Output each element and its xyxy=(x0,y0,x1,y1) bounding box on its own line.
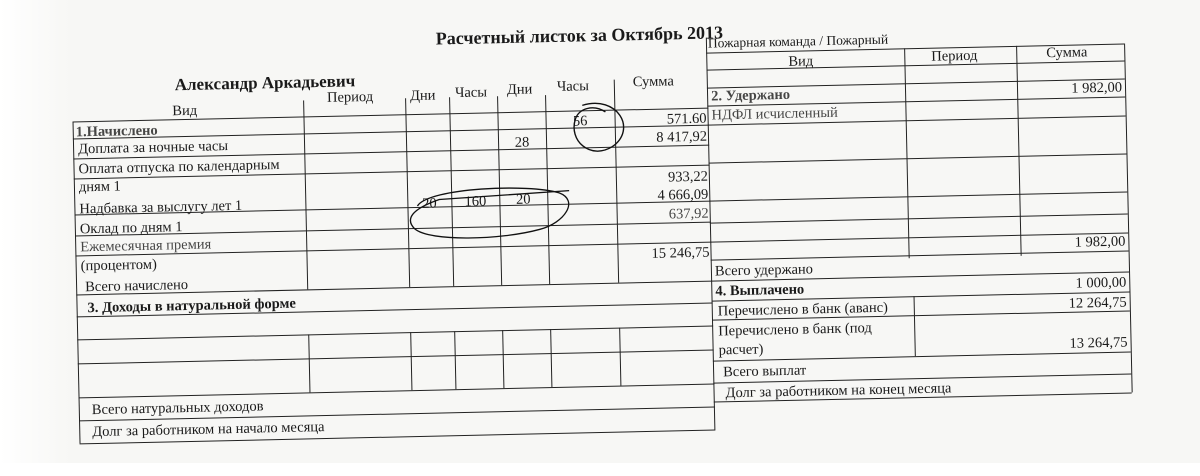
payment-row-label: Перечислено в банк (аванс) xyxy=(717,299,889,320)
section-paid-title: 4. Выплачено xyxy=(715,281,805,300)
section-deducted-title: 2. Удержано xyxy=(710,86,791,105)
total-deducted-value: 1 982,00 xyxy=(1074,233,1126,251)
employee-position: Пожарная команда / Пожарный xyxy=(707,31,889,51)
accrual-row-label-cont: дням 1 xyxy=(78,178,121,196)
payslip-title: Расчетный листок за Октябрь 2013 xyxy=(435,22,724,49)
accrual-days-value: 28 xyxy=(514,134,530,151)
col-header-days: Дни xyxy=(506,81,533,98)
accrual-sum-value: 4 666,09 xyxy=(657,186,709,204)
accrual-hours-value: 56 xyxy=(572,113,588,130)
accrual-row-label: Надбавка за выслугу лет 1 xyxy=(79,197,243,218)
total-deducted-label: Всего удержано xyxy=(714,261,814,280)
accrual-hours-value: 160 xyxy=(464,193,487,210)
deduction-sum-value: 1 982,00 xyxy=(1071,79,1123,97)
col-header-period: Период xyxy=(931,47,978,65)
col-header-vid: Вид xyxy=(172,102,198,120)
total-paid-label: Всего выплат xyxy=(722,362,807,381)
accrual-row-label: Оплата отпуска по календарным xyxy=(78,156,280,178)
accrual-sum-value: 637,92 xyxy=(668,205,709,223)
payment-sum-value: 1 000,00 xyxy=(1075,274,1127,292)
col-header-period: Период xyxy=(326,88,374,106)
pen-circle-hours xyxy=(574,103,625,152)
accrual-row-label: Оклад по дням 1 xyxy=(79,219,183,238)
total-natural-income-label: Всего натуральных доходов xyxy=(91,398,264,419)
payment-row-label-cont: расчет) xyxy=(718,341,764,359)
employee-name: Александр Аркадьевич xyxy=(174,71,356,95)
col-header-hours: Часы xyxy=(454,84,488,102)
col-header-sum: Сумма xyxy=(632,73,675,91)
col-header-days: Дни xyxy=(409,87,436,105)
accrual-sum-value: 933,22 xyxy=(667,168,709,186)
debt-end-month-label: Долг за работником на конец месяца xyxy=(725,380,952,402)
col-header-vid: Вид xyxy=(788,53,814,70)
accrual-row-label-cont: (процентом) xyxy=(80,256,157,275)
accrual-sum-value: 8 417,92 xyxy=(656,128,708,146)
payment-sum-value: 12 264,75 xyxy=(1068,294,1127,312)
total-accrued-label: Всего начислено xyxy=(84,277,189,296)
accrual-days-value: 20 xyxy=(515,191,531,208)
pen-circle-workdays xyxy=(410,187,570,240)
section-natural-income-title: 3. Доходы в натуральной форме xyxy=(87,295,297,317)
total-paid-value: 13 264,75 xyxy=(1069,334,1128,352)
debt-start-month-label: Долг за работником на начало месяца xyxy=(92,419,325,441)
accrual-row-label: Ежемесячная премия xyxy=(80,236,212,256)
accrual-row-label: Доплата за ночные часы xyxy=(77,138,229,158)
section-accrued-title: 1.Начислено xyxy=(75,122,158,141)
payment-row-label: Перечислено в банк (под xyxy=(718,320,872,340)
accrual-days-value: 20 xyxy=(421,195,437,212)
col-header-sum: Сумма xyxy=(1046,44,1088,62)
total-accrued-value: 15 246,75 xyxy=(651,244,710,262)
col-header-hours: Часы xyxy=(556,78,590,95)
accrual-sum-value: 571.60 xyxy=(666,110,707,128)
deduction-row-label: НДФЛ исчисленный xyxy=(711,104,838,124)
